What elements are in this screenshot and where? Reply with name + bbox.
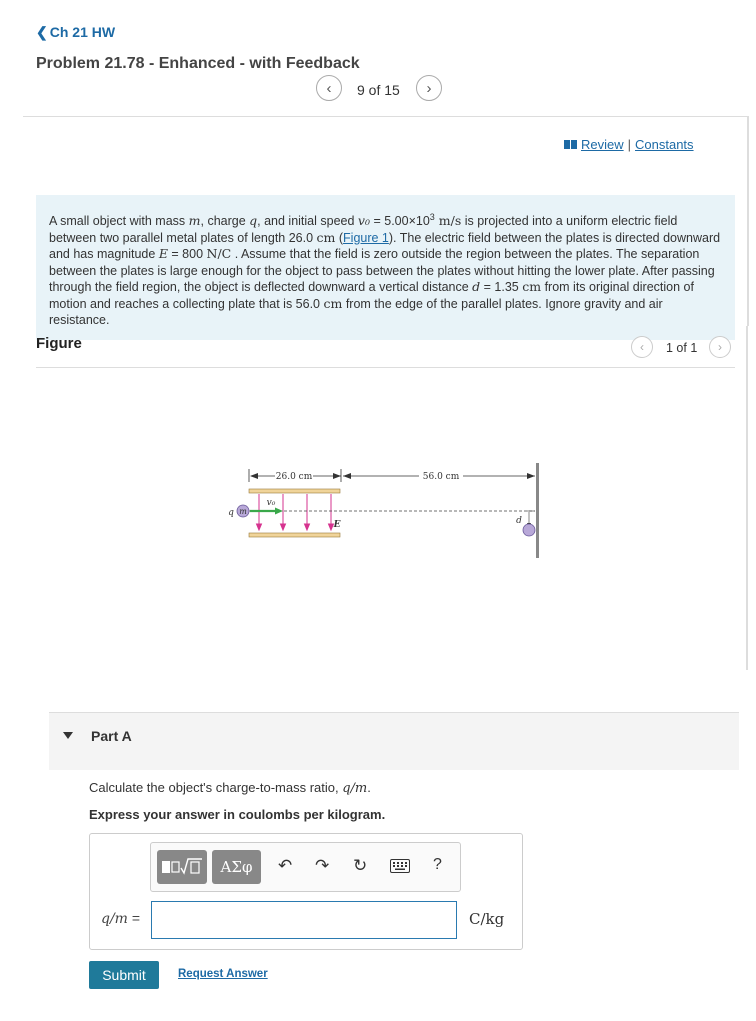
problem-statement: A small object with mass m, charge q, and initial speed $v_0 = 5.00\times 10^3$ m/s is projected into a uniform electric field between two parallel metal plates of length 26.0 cm (Figure 1). The electric field between the plates is directed downward and has magnitude E = 800 N/C . Assume that the field is zero outside the region between the plates. The separation between the plates is large enough for the object to pass between the plates without hitting the lower plate. After passing through the field region, the object is deflected downward a vertical distance d = 1.35 cm from its original direction of motion and reaches a collecting plate that is 56.0 cm from the edge of the parallel plates. Ignore gravity and air resistance. — [36, 195, 735, 340]
review-link[interactable]: Review — [581, 137, 624, 152]
help-icon[interactable]: ? — [433, 856, 442, 873]
reset-icon[interactable]: ↻ — [353, 856, 368, 875]
problem-pager: 9 of 15 — [357, 82, 400, 98]
chevron-left-icon: ‹ — [640, 340, 644, 354]
keyboard-icon[interactable] — [390, 858, 410, 878]
figure-1-link[interactable]: Figure 1 — [343, 230, 389, 245]
answer-input[interactable] — [151, 901, 457, 939]
answer-unit: C/kg — [469, 910, 505, 928]
figure-label: Figure — [36, 335, 82, 352]
part-a-question: Calculate the object's charge-to-mass ratio, q/m. — [89, 780, 371, 796]
submit-button[interactable]: Submit — [89, 961, 159, 989]
back-link-label: Ch 21 HW — [49, 24, 116, 40]
plate-length-label: 26.0 cm — [275, 472, 313, 482]
charge-label: q — [228, 508, 234, 518]
part-a-label: Part A — [91, 728, 132, 744]
figure-divider — [36, 367, 735, 368]
request-answer-link[interactable]: Request Answer — [178, 968, 268, 980]
figure-pager: 1 of 1 — [666, 341, 698, 355]
deflection-label: d — [516, 516, 522, 526]
constants-link[interactable]: Constants — [635, 137, 694, 152]
lower-plate — [249, 533, 340, 537]
panel-border-right-lower — [746, 326, 748, 670]
field-label: E — [333, 520, 341, 530]
back-link[interactable] — [36, 24, 115, 41]
template-icon — [160, 856, 204, 878]
distance-label: 56.0 cm — [422, 472, 460, 482]
figure-diagram — [225, 460, 545, 565]
figure-next-button[interactable] — [709, 336, 731, 358]
chevron-right-icon: › — [718, 340, 722, 354]
top-links — [564, 137, 694, 152]
particle-mass-label: m — [239, 507, 247, 516]
part-a-instruction: Express your answer in coulombs per kilogram. — [89, 807, 386, 822]
next-problem-button[interactable] — [416, 75, 442, 101]
template-button[interactable] — [157, 850, 207, 884]
book-icon — [564, 140, 577, 149]
header-divider — [23, 116, 749, 117]
previous-problem-button[interactable] — [316, 75, 342, 101]
greek-symbols-button[interactable]: ΑΣφ — [212, 850, 261, 884]
deflected-particle — [523, 524, 535, 536]
chevron-right-icon: › — [426, 79, 432, 97]
answer-label: q/m = — [101, 910, 141, 927]
link-separator: | — [627, 137, 632, 152]
upper-plate — [249, 489, 340, 493]
panel-border-right — [747, 116, 749, 326]
velocity-label: v₀ — [266, 498, 276, 508]
collapse-triangle-icon — [63, 732, 73, 739]
undo-icon[interactable]: ↶ — [278, 856, 293, 875]
collecting-plate — [536, 463, 539, 558]
velocity-arrowhead — [275, 508, 283, 515]
figure-prev-button[interactable] — [631, 336, 653, 358]
chevron-left-icon: ‹ — [326, 79, 332, 97]
redo-icon[interactable]: ↷ — [315, 856, 330, 875]
page-title: Problem 21.78 - Enhanced - with Feedback — [36, 55, 360, 72]
part-a-header[interactable] — [49, 712, 739, 770]
math-toolbar — [150, 842, 461, 892]
chevron-left-icon: ❮ — [36, 24, 48, 40]
